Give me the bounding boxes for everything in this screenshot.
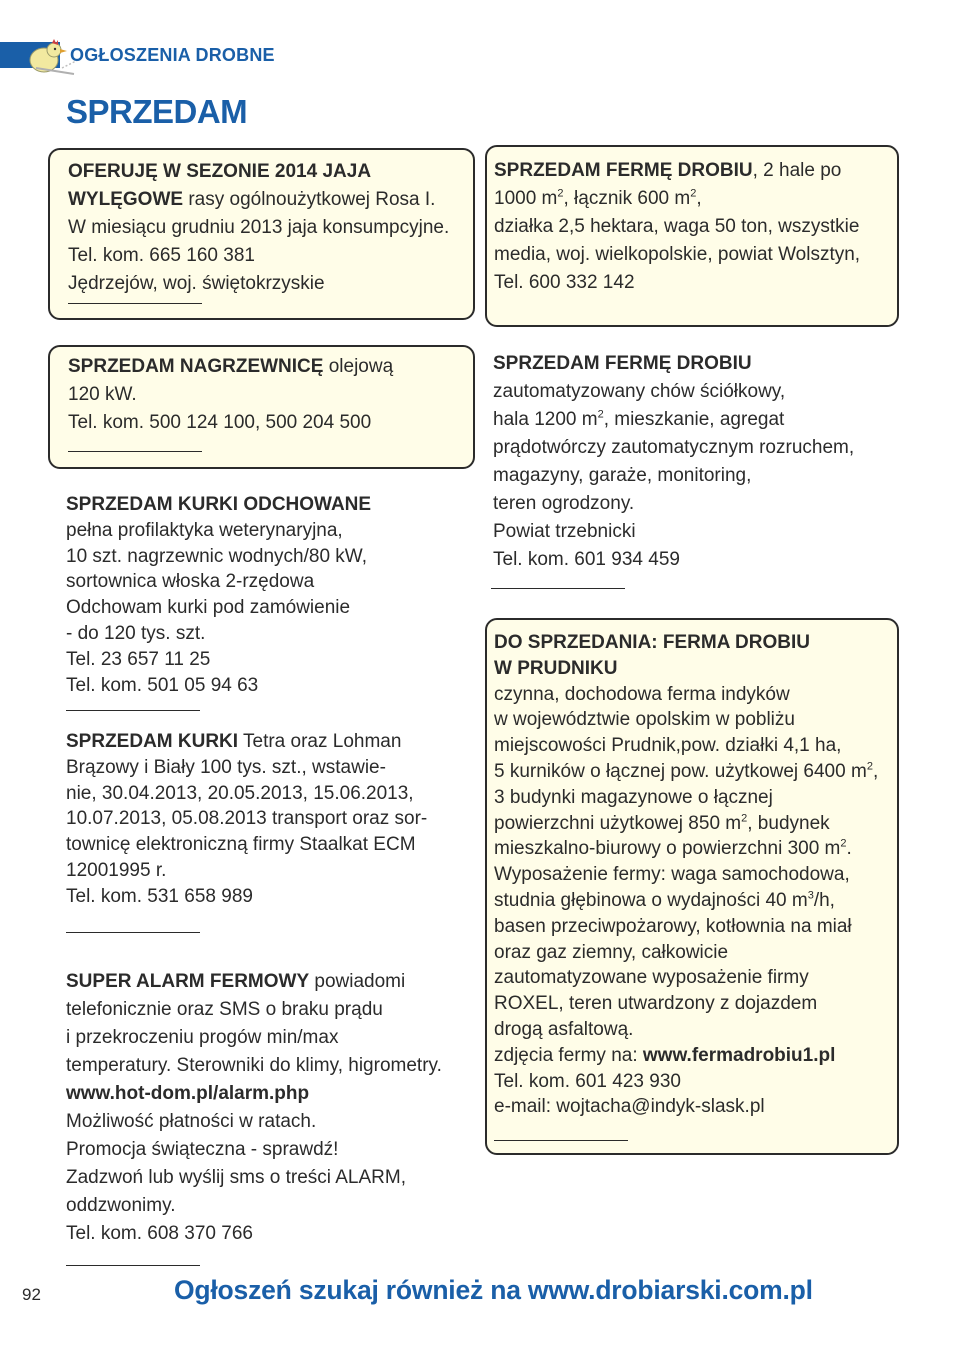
ad-line: 5 kurników o łącznej pow. użytkowej 6400 m bbox=[494, 760, 867, 782]
ad-line: powiadomi bbox=[309, 971, 406, 992]
ad-line: Brązowy i Biały 100 tys. szt., wstawie- bbox=[66, 756, 386, 778]
ad-line: /h, bbox=[813, 889, 835, 911]
ad-line: , bbox=[872, 760, 879, 782]
ad-line: drogą asfaltową. bbox=[494, 1018, 634, 1040]
ad-phone: Tel. 600 332 142 bbox=[494, 272, 635, 293]
ad-line: sortownica włoska 2-rzędowa bbox=[66, 571, 315, 593]
footer-text: Ogłoszeń szukaj również na www.drobiarski.com.pl bbox=[174, 1275, 813, 1305]
ad-headline: SPRZEDAM KURKI bbox=[66, 731, 239, 752]
ad-headline-cont: W PRUDNIKU bbox=[494, 657, 618, 679]
ad-phone: Tel. kom. 531 658 989 bbox=[66, 885, 253, 907]
ad-line: zautomatyzowany chów ściółkowy, bbox=[493, 381, 786, 402]
ad-phone: Tel. 23 657 11 25 bbox=[66, 648, 211, 670]
ad-oil-heater bbox=[48, 345, 475, 469]
ad-line: - do 120 tys. szt. bbox=[66, 622, 206, 644]
ad-phone: Tel. kom. 501 05 94 63 bbox=[66, 674, 259, 696]
ad-poultry-farm-wolsztyn bbox=[485, 145, 899, 327]
ad-headline: SUPER ALARM FERMOWY bbox=[66, 971, 310, 992]
separator-rule bbox=[66, 710, 200, 711]
ad-email: e-mail: wojtacha@indyk-slask.pl bbox=[494, 1096, 765, 1118]
ad-body bbox=[68, 353, 473, 437]
ad-headline-cont: WYLĘGOWE bbox=[68, 189, 184, 210]
separator-rule bbox=[494, 1140, 628, 1141]
ad-line: pełna profilaktyka weterynaryjna, bbox=[66, 519, 343, 541]
ad-line: olejową bbox=[323, 356, 394, 377]
ad-line: działka 2,5 hektara, waga 50 ton, wszystkie bbox=[494, 216, 860, 237]
ad-phone: Tel. kom. 608 370 766 bbox=[66, 1223, 253, 1244]
ad-location: Jędrzejów, woj. świętokrzyskie bbox=[68, 273, 325, 294]
ad-line: 3 budynki magazynowe o łącznej bbox=[494, 786, 773, 808]
ad-phone: Tel. kom. 601 934 459 bbox=[493, 549, 680, 570]
separator-rule bbox=[66, 1265, 200, 1266]
ad-line: 120 kW. bbox=[68, 384, 137, 405]
ad-headline: SPRZEDAM KURKI ODCHOWANE bbox=[66, 494, 372, 515]
ad-headline: DO SPRZEDANIA: FERMA DROBIU bbox=[494, 632, 810, 653]
ad-farm-alarm bbox=[66, 968, 476, 1248]
ad-line: Zadzwoń lub wyślij sms o treści ALARM, bbox=[66, 1167, 406, 1188]
ad-line: 12001995 r. bbox=[66, 859, 167, 881]
ad-body bbox=[494, 157, 897, 297]
separator-rule bbox=[68, 303, 202, 304]
ad-line: studnia głębinowa o wydajności 40 m bbox=[494, 889, 808, 911]
ad-turkey-farm-prudnik bbox=[485, 618, 899, 1155]
ad-line: mieszkalno-biurowy o powierzchni 300 m bbox=[494, 838, 841, 860]
ad-line: zautomatyzowane wyposażenie firmy bbox=[494, 967, 809, 989]
superscript: 2 bbox=[557, 187, 564, 200]
ad-line: powierzchni użytkowej 850 m bbox=[494, 812, 742, 834]
superscript: 2 bbox=[690, 187, 697, 200]
ad-line: Odchowam kurki pod zamówienie bbox=[66, 597, 351, 619]
ad-website: www.fermadrobiu1.pl bbox=[642, 1044, 836, 1066]
ad-line: , bbox=[696, 188, 702, 209]
ad-body bbox=[493, 350, 893, 574]
ad-line: zdjęcia fermy na: bbox=[494, 1044, 643, 1066]
ad-line: W miesiącu grudniu 2013 jaja konsumpcyjne. bbox=[68, 217, 450, 238]
ad-phone: Tel. kom. 665 160 381 bbox=[68, 245, 255, 266]
ad-body bbox=[68, 158, 473, 298]
ad-headline: SPRZEDAM NAGRZEWNICĘ bbox=[68, 356, 324, 377]
ad-reared-hens bbox=[66, 492, 466, 698]
ad-line: basen przeciwpożarowy, kotłownia na miał bbox=[494, 915, 852, 937]
ad-line: rasy ogólnoużytkowej Rosa I. bbox=[183, 189, 436, 210]
ad-line: magazyny, garaże, monitoring, bbox=[493, 465, 752, 486]
ad-headline: SPRZEDAM FERMĘ DROBIU bbox=[493, 353, 752, 374]
ad-line: hala 1200 m bbox=[493, 409, 598, 430]
ad-line: , mieszkanie, agregat bbox=[603, 409, 785, 430]
superscript: 3 bbox=[807, 889, 814, 902]
ad-line: 1000 m bbox=[494, 188, 558, 209]
ad-line: czynna, dochodowa ferma indyków bbox=[494, 683, 790, 705]
ad-line: ROXEL, teren utwardzony z dojazdem bbox=[494, 993, 818, 1015]
ad-line: miejscowości Prudnik,pow. działki 4,1 ha, bbox=[494, 735, 842, 757]
ad-line: Tetra oraz Lohman bbox=[238, 731, 402, 752]
ad-body bbox=[66, 729, 466, 910]
ad-line: . bbox=[846, 838, 852, 860]
ad-line: oddzwonimy. bbox=[66, 1195, 176, 1216]
ad-line: temperatury. Sterowniki do klimy, higrometry. bbox=[66, 1055, 442, 1076]
ad-line: townicę elektroniczną firmy Staalkat ECM bbox=[66, 834, 416, 856]
ad-line: prądotwórczy zautomatycznym rozruchem, bbox=[493, 437, 855, 458]
ad-line: 10.07.2013, 05.08.2013 transport oraz sor- bbox=[66, 808, 428, 830]
page-number: 92 bbox=[22, 1285, 41, 1304]
section-header: OGŁOSZENIA DROBNE bbox=[70, 45, 275, 65]
ad-website: www.hot-dom.pl/alarm.php bbox=[66, 1083, 310, 1104]
superscript: 2 bbox=[866, 760, 873, 773]
ad-line: , 2 hale po bbox=[752, 160, 842, 181]
separator-rule bbox=[68, 451, 202, 452]
ad-line: w województwie opolskim w pobliżu bbox=[494, 709, 795, 731]
ad-line: , łącznik 600 m bbox=[563, 188, 691, 209]
ad-line: 10 szt. nagrzewnic wodnych/80 kW, bbox=[66, 545, 367, 567]
ad-line: Wyposażenie fermy: waga samochodowa, bbox=[494, 864, 850, 886]
section-title: SPRZEDAM bbox=[66, 93, 248, 130]
superscript: 2 bbox=[840, 838, 847, 851]
separator-rule bbox=[491, 588, 625, 589]
ad-line: i przekroczeniu progów min/max bbox=[66, 1027, 339, 1048]
ad-line: , budynek bbox=[747, 812, 830, 834]
ad-body bbox=[66, 968, 476, 1248]
ad-location: Powiat trzebnicki bbox=[493, 521, 636, 542]
ad-headline: SPRZEDAM FERMĘ DROBIU bbox=[494, 160, 753, 181]
ad-line: Możliwość płatności w ratach. bbox=[66, 1111, 317, 1132]
ad-line: telefonicznie oraz SMS o braku prądu bbox=[66, 999, 383, 1020]
ad-line: Promocja świąteczna - sprawdź! bbox=[66, 1139, 339, 1160]
ad-hatching-eggs bbox=[48, 148, 475, 320]
ad-hens-tetra-lohman bbox=[66, 729, 466, 910]
ad-body bbox=[66, 492, 466, 698]
superscript: 2 bbox=[741, 812, 748, 825]
ad-line: teren ogrodzony. bbox=[493, 493, 635, 514]
ad-line: media, woj. wielkopolskie, powiat Wolsztyn, bbox=[494, 244, 861, 265]
ad-phone: Tel. kom. 601 423 930 bbox=[494, 1070, 681, 1092]
ad-headline: OFERUJĘ W SEZONIE 2014 JAJA bbox=[68, 161, 372, 182]
ad-line: oraz gaz ziemny, całkowicie bbox=[494, 941, 729, 963]
ad-line: nie, 30.04.2013, 20.05.2013, 15.06.2013, bbox=[66, 782, 414, 804]
superscript: 2 bbox=[597, 408, 604, 421]
ad-body bbox=[494, 630, 897, 1120]
ad-poultry-farm-trzebnica bbox=[493, 350, 893, 574]
ad-phone: Tel. kom. 500 124 100, 500 204 500 bbox=[68, 412, 372, 433]
separator-rule bbox=[66, 932, 200, 933]
